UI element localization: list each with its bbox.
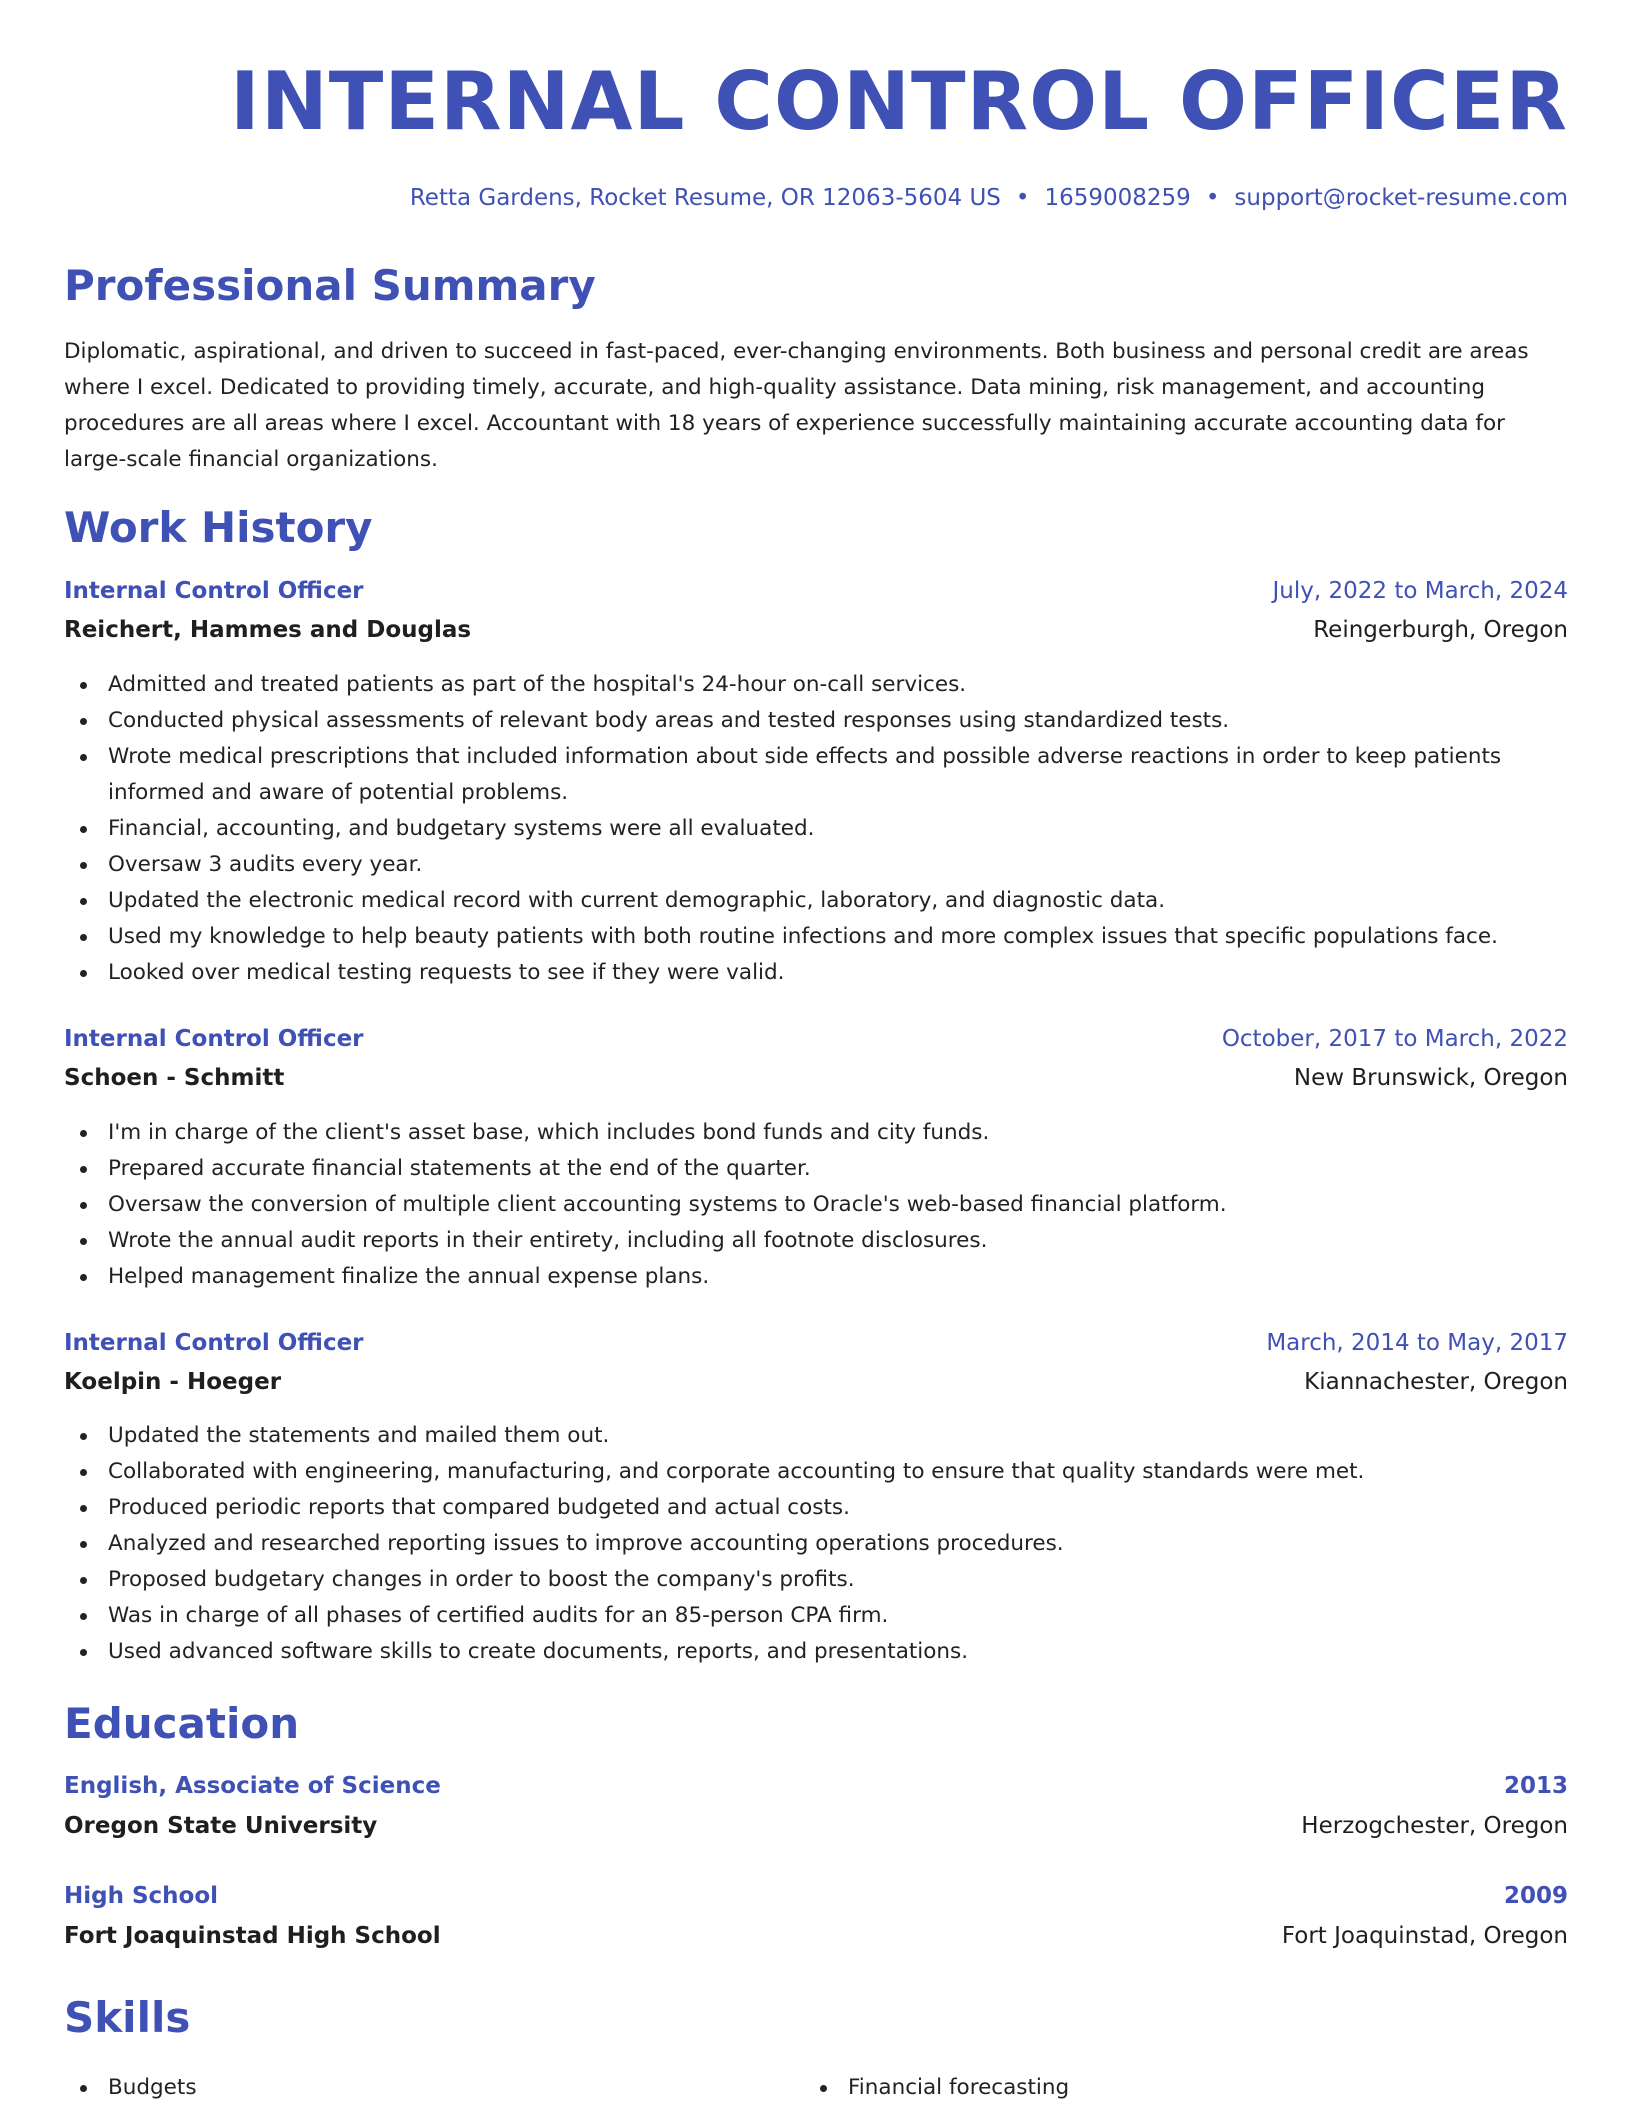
section-title-work-history: Work History <box>64 503 373 552</box>
education-school: Fort Joaquinstad High School <box>64 1923 441 1949</box>
contact-address: Retta Gardens, Rocket Resume, OR 12063-5604 US <box>409 185 1001 211</box>
education-location: Fort Joaquinstad, Oregon <box>1281 1923 1568 1949</box>
list-item: Proposed budgetary changes in order to boost the company's profits. <box>64 1562 1568 1598</box>
list-item: Used advanced software skills to create documents, reports, and presentations. <box>64 1634 1568 1670</box>
list-item: Budgets <box>64 2070 197 2106</box>
list-item: Conducted physical assessments of relevant body areas and tested responses using standardized tests. <box>64 703 1568 739</box>
job-role: Internal Control Officer <box>64 578 364 604</box>
education-header <box>64 1770 1568 1802</box>
contact-separator: • <box>1205 185 1220 211</box>
job-bullets <box>64 1115 1568 1295</box>
list-item: Updated the statements and mailed them out. <box>64 1418 1568 1454</box>
list-item: Oversaw 3 audits every year. <box>64 847 1568 883</box>
list-item: Produced periodic reports that compared budgeted and actual costs. <box>64 1490 1568 1526</box>
contact-line <box>410 183 1568 213</box>
list-item: Prepared accurate financial statements at the end of the quarter. <box>64 1151 1568 1187</box>
education-subheader <box>64 1920 1568 1952</box>
job-subheader <box>64 1062 1568 1094</box>
job-location: Kiannachester, Oregon <box>1304 1369 1568 1395</box>
job-role: Internal Control Officer <box>64 1026 364 1052</box>
list-item: Financial, accounting, and budgetary systems were all evaluated. <box>64 811 1568 847</box>
job-company: Reichert, Hammes and Douglas <box>64 617 472 643</box>
list-item: Looked over medical testing requests to see if they were valid. <box>64 955 1568 991</box>
list-item: Collaborated with engineering, manufacturing, and corporate accounting to ensure that quality standards were met. <box>64 1454 1568 1490</box>
job-subheader <box>64 614 1568 646</box>
education-location: Herzogchester, Oregon <box>1301 1813 1568 1839</box>
section-title-education: Education <box>64 1699 300 1748</box>
contact-phone: 1659008259 <box>1044 185 1191 211</box>
list-item: Updated the electronic medical record with current demographic, laboratory, and diagnostic data. <box>64 883 1568 919</box>
job-subheader <box>64 1366 1568 1398</box>
job-company: Schoen - Schmitt <box>64 1065 285 1091</box>
job-location: New Brunswick, Oregon <box>1293 1065 1568 1091</box>
education-header <box>64 1880 1568 1912</box>
list-item: Analyzed and researched reporting issues to improve accounting operations procedures. <box>64 1526 1568 1562</box>
contact-email: support@rocket-resume.com <box>1234 185 1568 211</box>
education-degree: English, Associate of Science <box>64 1773 441 1799</box>
job-header <box>64 575 1568 607</box>
list-item: Helped management finalize the annual expense plans. <box>64 1259 1568 1295</box>
contact-separator: • <box>1015 185 1030 211</box>
list-item: Oversaw the conversion of multiple client accounting systems to Oracle's web-based financial platform. <box>64 1187 1568 1223</box>
education-school: Oregon State University <box>64 1813 378 1839</box>
job-header <box>64 1327 1568 1359</box>
job-bullets <box>64 667 1568 991</box>
list-item: Financial forecasting <box>804 2070 1069 2106</box>
list-item: I'm in charge of the client's asset base, which includes bond funds and city funds. <box>64 1115 1568 1151</box>
job-company: Koelpin - Hoeger <box>64 1369 282 1395</box>
education-year: 2013 <box>1503 1773 1568 1799</box>
section-title-summary: Professional Summary <box>64 261 596 310</box>
list-item: Admitted and treated patients as part of the hospital's 24-hour on-call services. <box>64 667 1568 703</box>
job-location: Reingerburgh, Oregon <box>1313 617 1568 643</box>
resume-title: INTERNAL CONTROL OFFICER <box>230 55 1568 148</box>
list-item: Used my knowledge to help beauty patients with both routine infections and more complex issues that specific populations face. <box>64 919 1568 955</box>
list-item: Wrote medical prescriptions that included information about side effects and possible adverse reactions in order to keep patients informed and aware of potential problems. <box>64 739 1568 811</box>
section-title-skills: Skills <box>64 1993 191 2042</box>
job-header <box>64 1023 1568 1055</box>
skills-list <box>64 2070 1568 2106</box>
list-item: Wrote the annual audit reports in their entirety, including all footnote disclosures. <box>64 1223 1568 1259</box>
education-subheader <box>64 1810 1568 1842</box>
education-degree: High School <box>64 1883 219 1909</box>
job-bullets <box>64 1418 1568 1670</box>
job-dates: July, 2022 to March, 2024 <box>1272 578 1568 604</box>
job-dates: March, 2014 to May, 2017 <box>1266 1330 1568 1356</box>
list-item: Was in charge of all phases of certified audits for an 85-person CPA firm. <box>64 1598 1568 1634</box>
job-dates: October, 2017 to March, 2022 <box>1221 1026 1568 1052</box>
education-year: 2009 <box>1503 1883 1568 1909</box>
summary-text: Diplomatic, aspirational, and driven to succeed in fast-paced, ever-changing environments. Both business and personal credit are areas where I excel. Dedicated to providing timely, accurate, and high-quality assistance. Data mining, risk management, and accounting procedures are all areas where I excel. Accountant with 18 years of experience successfully maintaining accurate accounting data for large-scale financial organizations. <box>64 339 1529 472</box>
job-role: Internal Control Officer <box>64 1330 364 1356</box>
